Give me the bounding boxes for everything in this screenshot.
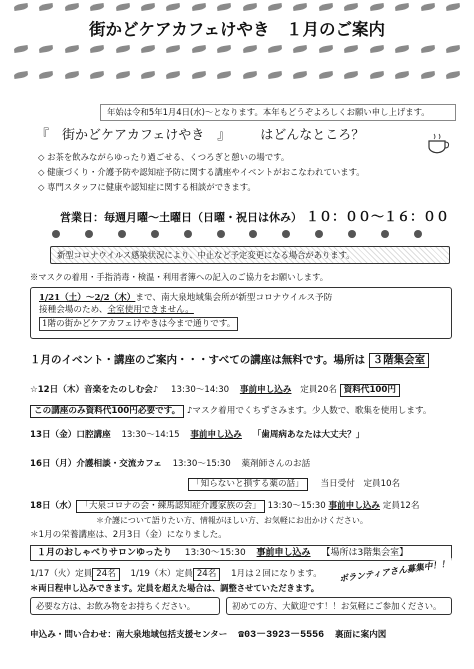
feature-item: ◇ 専門スタッフに健康や認知症に関する相談ができます。 [38, 182, 256, 192]
salon-dates [30, 568, 322, 581]
mask-notice: ※マスクの着用・手指消毒・検温・利用者簿への記入のご協力をお願いします。 [30, 272, 329, 282]
salon-frequency: 1月は２回になります。 [231, 569, 322, 579]
events-place: ３階集会室 [369, 353, 430, 368]
salon-cap-2: 24名 [193, 568, 221, 581]
closure-text: 接種会場のため、 [39, 305, 108, 316]
event-music [30, 384, 400, 397]
newcomer-note: 初めての方、大歓迎です！！お気軽にご参加ください。 [226, 597, 452, 615]
salon-cap-1: 24名 [92, 568, 120, 581]
event-music-time: 13:30〜14:30 [171, 385, 230, 395]
contact-phone: ☎03－3923－5556 [238, 630, 325, 641]
feature-item: ◇ 健康づくり・介護予防や認知症予防に関する講座やイベントがおこなわれています。 [38, 167, 365, 177]
bring-drink-note: 必要な方は、お飲み物をお持ちください。 [30, 597, 220, 615]
salon-date-2: 1/19（木）定員 [130, 569, 193, 579]
closure-all-rooms: 全室使用できません。 [107, 305, 194, 316]
opening-time: １０：００〜１６：００ [306, 210, 450, 225]
first-floor-note: 1階の街かどケアカフェけやきは今まで通りです。 [39, 317, 238, 331]
event-oral [30, 430, 364, 441]
salon-time: 13:30〜15:30 [184, 548, 246, 558]
closure-notice [30, 287, 452, 339]
event-care-cafe-topic: 「知らないと損する薬の話」 [188, 478, 308, 491]
volunteer-banner: ボランティアさん募集中！！ [336, 558, 454, 587]
contact-footer [30, 630, 386, 643]
contact-label: 申込み・問い合わせ：南大泉地域包括支援センター [30, 630, 228, 640]
leaf-border-mid [0, 46, 474, 62]
new-year-notice: 年始は令和5年1月4日(水)〜となります。本年もどうぞよろしくお願い申し上げます。 [100, 104, 456, 121]
decorative-divider [0, 230, 474, 244]
intro-question [36, 128, 364, 144]
opening-days: 営業日：毎週月曜〜土曜日（日曜・祝日は休み） [60, 211, 302, 224]
event-music-note: ♪マスク着用でくちずさみます。少人数で、歌集を使用します。 [186, 406, 432, 416]
event-oral-time: 13:30〜14:15 [121, 430, 180, 440]
nutrition-note: ＊1月の栄養講座は、2月3日（金）になりました。 [30, 530, 227, 540]
events-header-text: １月のイベント・講座のご案内・・・すべての講座は無料です。場所は [30, 354, 365, 366]
closure-text: まで、南大泉地域集会所が新型コロナウイルス予防 [135, 293, 333, 303]
event-family-org: 「大泉コロナの会・練馬認知症介護家族の会」 [76, 500, 264, 513]
salon-note: ＊両日程申し込みできます。定員を超えた場合は、調整させていただきます。 [30, 583, 320, 593]
event-oral-topic: 「歯周病あなたは大丈夫？」 [252, 430, 365, 440]
event-music-fee-note: この講座のみ資料代100円必要です。 [30, 405, 184, 418]
closure-dates: 1/21（土）〜2/2（木） [39, 293, 136, 303]
intro-question-suffix: はどんなところ？ [260, 128, 365, 143]
page-title: 街かどケアカフェけやき １月のご案内 [88, 20, 385, 39]
feature-item: ◇ お茶を飲みながらゆったり過ごせる、くつろぎと憩いの場です。 [38, 152, 290, 162]
salon-place: 【場所は3階集会室】 [321, 548, 409, 558]
event-music-notes [30, 405, 431, 418]
intro-question-prefix: 『 街かどケアカフェけやき 』 [36, 128, 231, 143]
map-note: 裏面に案内図 [334, 630, 387, 640]
event-family-note: ＊介護について語りたい方、情報がほしい方、お気軽にお出かけください。 [96, 516, 368, 525]
event-family-capacity: 定員12名 [382, 501, 420, 511]
event-care-cafe-date: 16日（月）介護相談・交流カフェ [30, 459, 162, 469]
event-family-apply: 事前申し込み [328, 501, 381, 511]
event-care-cafe-speaker: 薬剤師さんのお話 [241, 459, 311, 469]
leaf-border-bottom [0, 72, 474, 88]
salon-banner [30, 545, 452, 561]
event-family-date: 18日（水） [30, 501, 77, 511]
salon-date-1: 1/17（火）定員 [30, 569, 93, 579]
covid-change-notice: 新型コロナウイルス感染状況により、中止など予定変更になる場合があります。 [50, 246, 450, 264]
event-family [30, 500, 419, 513]
event-music-fee: 資料代100円 [340, 384, 400, 397]
event-oral-apply: 事前申し込み [190, 430, 242, 440]
event-care-cafe-sub [188, 478, 400, 491]
event-care-cafe-info: 当日受付 定員10名 [320, 479, 401, 489]
opening-hours [60, 210, 449, 226]
event-care-cafe [30, 459, 310, 470]
event-music-apply: 事前申し込み [239, 385, 292, 395]
event-care-cafe-time: 13:30〜15:30 [172, 459, 231, 469]
salon-apply: 事前申し込み [256, 548, 311, 558]
event-family-time: 13:30〜15:30 [267, 501, 326, 511]
event-oral-date: 13日（金）口腔講座 [30, 430, 111, 440]
salon-title: １月のおしゃべりサロンゆったり [37, 548, 172, 558]
events-header [30, 353, 429, 368]
event-music-date: ☆12日（木）音楽をたのしむ会♪ [30, 385, 159, 395]
teacup-icon [426, 132, 452, 154]
event-music-capacity: 定員20名 [300, 385, 337, 395]
leaf-border-top [0, 4, 474, 20]
